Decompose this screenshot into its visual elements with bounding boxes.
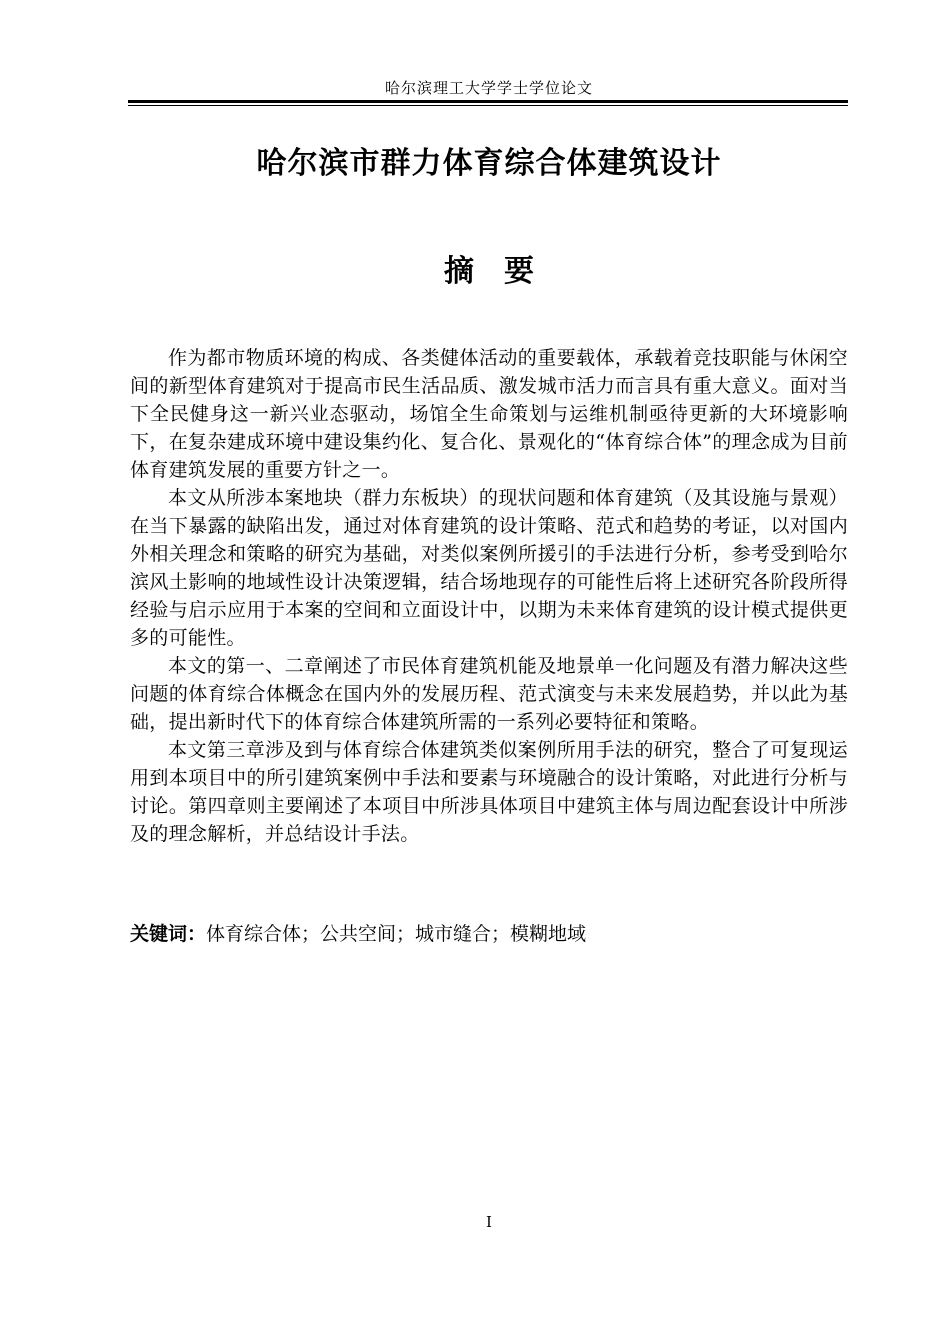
abstract-paragraph-1: 作为都市物质环境的构成、各类健体活动的重要载体，承载着竞技职能与休闲空间的新型体育建筑对于提高市民生活品质、激发城市活力而言具有重大意义。面对当下全民健身这一新兴业态驱动，场馆全生命策划与运维机制亟待更新的大环境影响下，在复杂建成环境中建设集约化、复合化、景观化的“体育综合体”的理念成为目前体育建筑发展的重要方针之一。 xyxy=(130,347,848,481)
header-rule-thick xyxy=(128,100,848,103)
abstract-body xyxy=(130,344,848,848)
page-number: I xyxy=(486,1213,492,1231)
keywords-text: 体育综合体；公共空间；城市缝合；模糊地域 xyxy=(206,923,587,945)
keywords-label: 关键词： xyxy=(130,923,207,945)
keywords-line xyxy=(130,920,848,948)
header-rule-thin xyxy=(128,105,848,106)
running-header: 哈尔滨理工大学学士学位论文 xyxy=(384,79,593,97)
abstract-heading: 摘要 xyxy=(444,254,564,289)
abstract-paragraph-4: 本文第三章涉及到与体育综合体建筑类似案例所用手法的研究，整合了可复现运用到本项目中的所引建筑案例中手法和要素与环境融合的设计策略，对此进行分析与讨论。第四章则主要阐述了本项目中所涉具体项目中建筑主体与周边配套设计中所涉及的理念解析，并总结设计手法。 xyxy=(130,739,848,845)
abstract-paragraph-3: 本文的第一、二章阐述了市民体育建筑机能及地景单一化问题及有潜力解决这些问题的体育综合体概念在国内外的发展历程、范式演变与未来发展趋势，并以此为基础，提出新时代下的体育综合体建筑所需的一系列必要特征和策略。 xyxy=(130,655,848,733)
abstract-paragraph-2: 本文从所涉本案地块（群力东板块）的现状问题和体育建筑（及其设施与景观）在当下暴露的缺陷出发，通过对体育建筑的设计策略、范式和趋势的考证，以对国内外相关理念和策略的研究为基础，对类似案例所援引的手法进行分析，参考受到哈尔滨风土影响的地域性设计决策逻辑，结合场地现存的可能性后将上述研究各阶段所得经验与启示应用于本案的空间和立面设计中，以期为未来体育建筑的设计模式提供更多的可能性。 xyxy=(130,487,848,649)
thesis-title: 哈尔滨市群力体育综合体建筑设计 xyxy=(256,146,722,181)
